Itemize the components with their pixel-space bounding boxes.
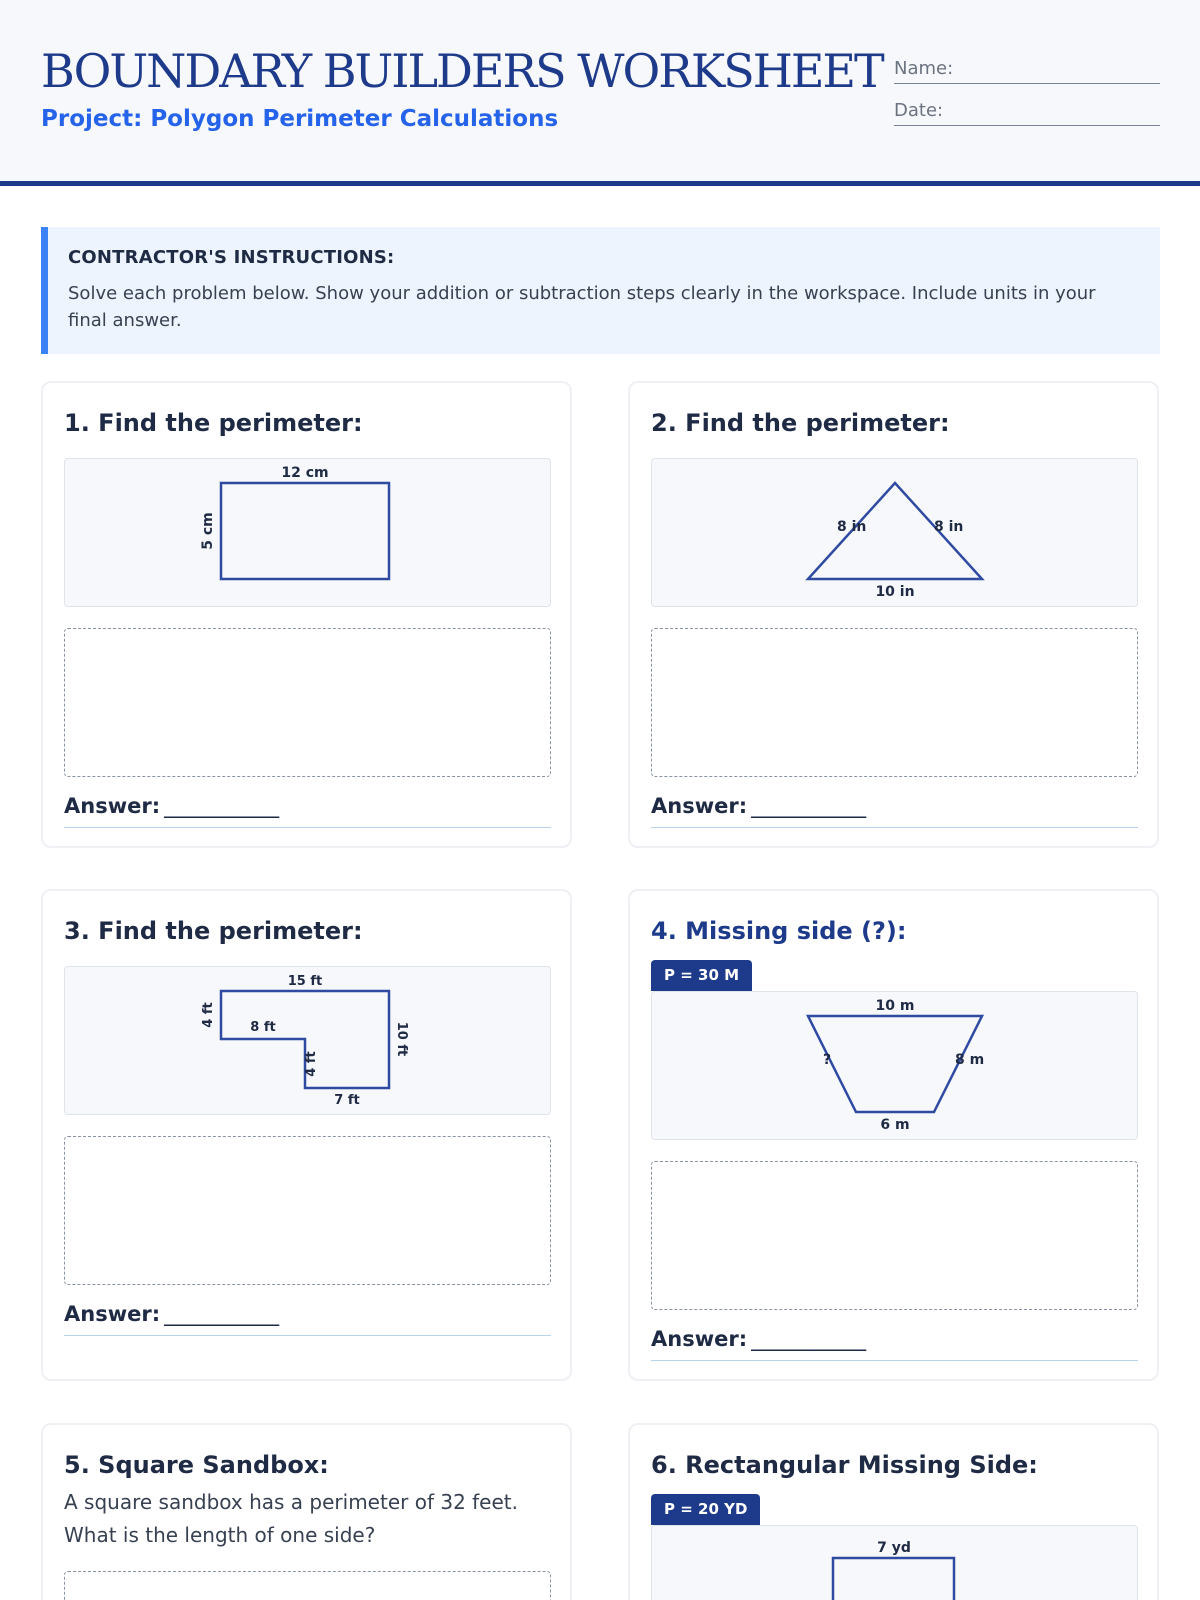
problem-title: 5. Square Sandbox:: [64, 1451, 329, 1479]
side-label-left: 8 in: [837, 519, 867, 535]
figure-box: [64, 458, 551, 607]
answer-line[interactable]: [651, 794, 1138, 828]
figure-box: [651, 458, 1138, 607]
side-label-left: ?: [823, 1052, 832, 1068]
answer-line[interactable]: [64, 1302, 551, 1336]
answer-blank: ____________: [164, 794, 279, 818]
problem-card-1: [41, 381, 572, 848]
workspace-box[interactable]: [651, 1161, 1138, 1310]
rectangle-shape: [221, 483, 389, 579]
answer-blank: ____________: [164, 1302, 279, 1326]
name-field[interactable]: [894, 54, 1160, 84]
side-label-top: 15 ft: [287, 974, 323, 989]
answer-label: Answer:: [64, 794, 161, 818]
side-label-right: 10 ft: [394, 1021, 409, 1057]
side-label-right: 8 in: [934, 519, 964, 535]
side-label-right: 8 m: [955, 1052, 985, 1068]
workspace-box[interactable]: [64, 628, 551, 777]
instructions-heading: CONTRACTOR'S INSTRUCTIONS:: [68, 247, 395, 268]
name-label: Name:: [894, 58, 954, 79]
problem-title: 4. Missing side (?):: [651, 917, 907, 945]
rectangle-figure: [65, 459, 552, 608]
side-label-inner-top: 8 ft: [250, 1020, 276, 1035]
problem-title: 6. Rectangular Missing Side:: [651, 1451, 1038, 1479]
date-label: Date:: [894, 100, 944, 121]
problem-title: 1. Find the perimeter:: [64, 409, 363, 437]
problem-card-3: [41, 889, 572, 1381]
trapezoid-figure: [652, 992, 1139, 1141]
side-label-bottom: 7 ft: [334, 1093, 360, 1108]
project-subtitle: Project: Polygon Perimeter Calculations: [41, 106, 559, 132]
answer-line[interactable]: [651, 1327, 1138, 1361]
answer-blank: ____________: [751, 794, 866, 818]
figure-box: [651, 991, 1138, 1140]
side-label-left: 4 ft: [201, 1002, 216, 1028]
side-label-bottom: 10 in: [875, 584, 915, 600]
side-label-top: 12 cm: [281, 465, 329, 481]
triangle-figure: [652, 459, 1139, 608]
figure-box: [651, 1525, 1138, 1600]
date-field[interactable]: [894, 96, 1160, 126]
workspace-box[interactable]: [651, 628, 1138, 777]
rectangle-figure: [652, 1526, 1139, 1600]
answer-label: Answer:: [651, 794, 748, 818]
worksheet-title: BOUNDARY BUILDERS WORKSHEET: [41, 44, 883, 98]
rectangle-shape: [833, 1558, 954, 1600]
problem-card-6: [628, 1423, 1159, 1600]
side-label-bottom: 6 m: [880, 1117, 910, 1133]
problem-title: 2. Find the perimeter:: [651, 409, 950, 437]
side-label-left: 5 cm: [200, 512, 216, 550]
answer-label: Answer:: [64, 1302, 161, 1326]
problem-text: A square sandbox has a perimeter of 32 feet. What is the length of one side?: [64, 1490, 518, 1547]
side-label-top: 10 m: [875, 998, 915, 1014]
perimeter-badge: P = 30 M: [651, 960, 752, 991]
workspace-box[interactable]: [64, 1136, 551, 1285]
problem-card-4: [628, 889, 1159, 1381]
answer-label: Answer:: [651, 1327, 748, 1351]
figure-box: [64, 966, 551, 1115]
problem-card-2: [628, 381, 1159, 848]
side-label-top: 7 yd: [877, 1540, 911, 1556]
perimeter-badge: P = 20 YD: [651, 1494, 760, 1525]
answer-blank: ____________: [751, 1327, 866, 1351]
l-shape-figure: [65, 967, 552, 1116]
side-label-inner-side: 4 ft: [304, 1051, 319, 1077]
worksheet-header: [0, 0, 1200, 186]
problem-title: 3. Find the perimeter:: [64, 917, 363, 945]
instructions-text: Solve each problem below. Show your addition or subtraction steps clearly in the workspace. Include units in your final answer.: [68, 283, 1096, 331]
instructions-box: [41, 227, 1160, 354]
answer-line[interactable]: [64, 794, 551, 828]
problem-card-5: [41, 1423, 572, 1600]
workspace-box[interactable]: [64, 1571, 551, 1600]
